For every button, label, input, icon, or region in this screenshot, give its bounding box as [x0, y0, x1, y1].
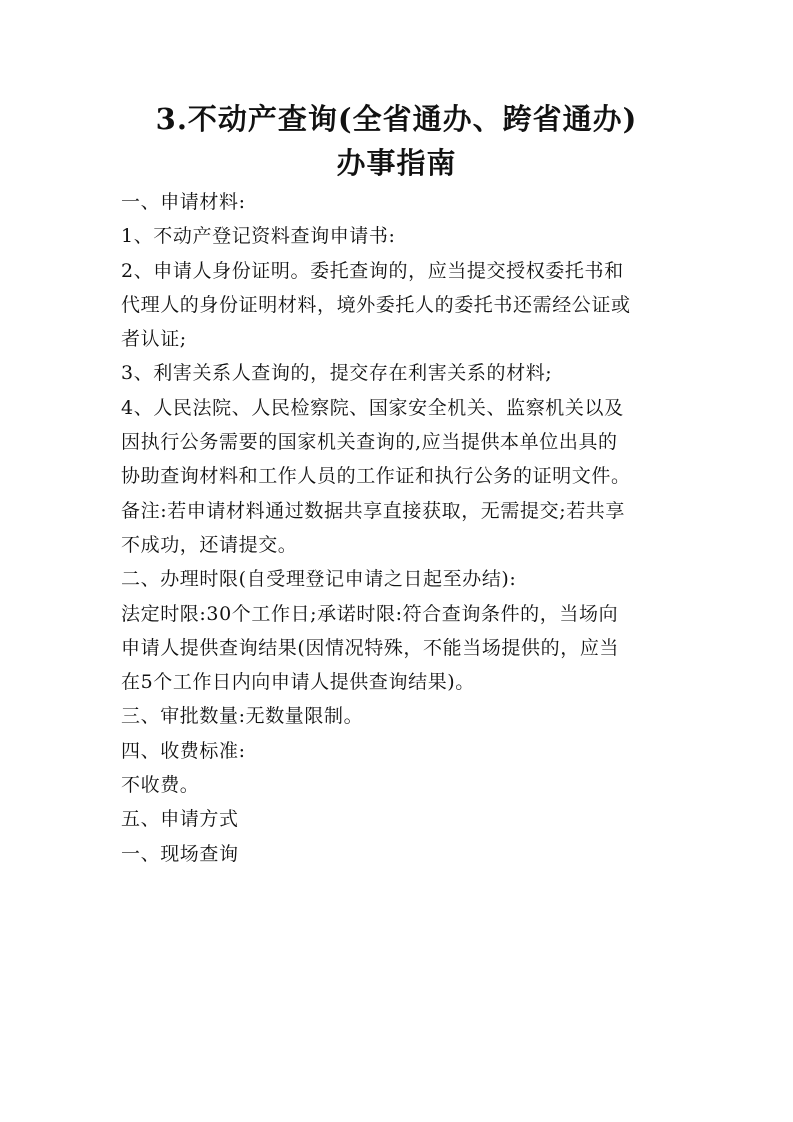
paragraph-line: 4、人民法院、人民检察院、国家安全机关、监察机关以及 [121, 396, 624, 419]
paragraph-line: 申请人提供查询结果(因情况特殊，不能当场提供的，应当 [121, 636, 620, 659]
paragraph-line: 2、申请人身份证明。委托查询的，应当提交授权委托书和 [121, 259, 624, 282]
document-subtitle: 办事指南 [336, 146, 457, 180]
subsection-heading-onsite-query: 一、现场查询 [121, 842, 239, 865]
paragraph-line: 代理人的身份证明材料，境外委托人的委托书还需经公证或 [121, 293, 631, 316]
paragraph-line: 者认证; [121, 328, 187, 351]
paragraph-line: 不收费。 [121, 774, 200, 797]
paragraph-line: 3、利害关系人查询的，提交存在利害关系的材料; [121, 362, 553, 385]
note-line: 备注:若申请材料通过数据共享直接获取，无需提交;若共享 [121, 499, 626, 522]
paragraph-line: 在5个工作日内向申请人提供查询结果)。 [121, 671, 475, 694]
note-line: 不成功，还请提交。 [121, 533, 298, 556]
document-title: 3.不动产查询(全省通办、跨省通办) [155, 102, 638, 136]
section-heading-time-limit: 二、办理时限(自受理登记申请之日起至办结): [121, 568, 517, 591]
document-body [121, 185, 681, 871]
section-heading-fee-standard: 四、收费标准: [121, 739, 246, 762]
section-heading-approval-quantity: 三、审批数量:无数量限制。 [121, 705, 364, 728]
paragraph-line: 协助查询材料和工作人员的工作证和执行公务的证明文件。 [121, 465, 631, 488]
paragraph-line: 1、不动产登记资料查询申请书: [121, 225, 396, 248]
paragraph-line: 因执行公务需要的国家机关查询的,应当提供本单位出具的 [121, 431, 618, 454]
section-heading-materials: 一、申请材料: [121, 191, 246, 213]
paragraph-line: 法定时限:30个工作日;承诺时限:符合查询条件的，当场向 [121, 602, 619, 625]
section-heading-application-method: 五、申请方式 [121, 808, 239, 831]
